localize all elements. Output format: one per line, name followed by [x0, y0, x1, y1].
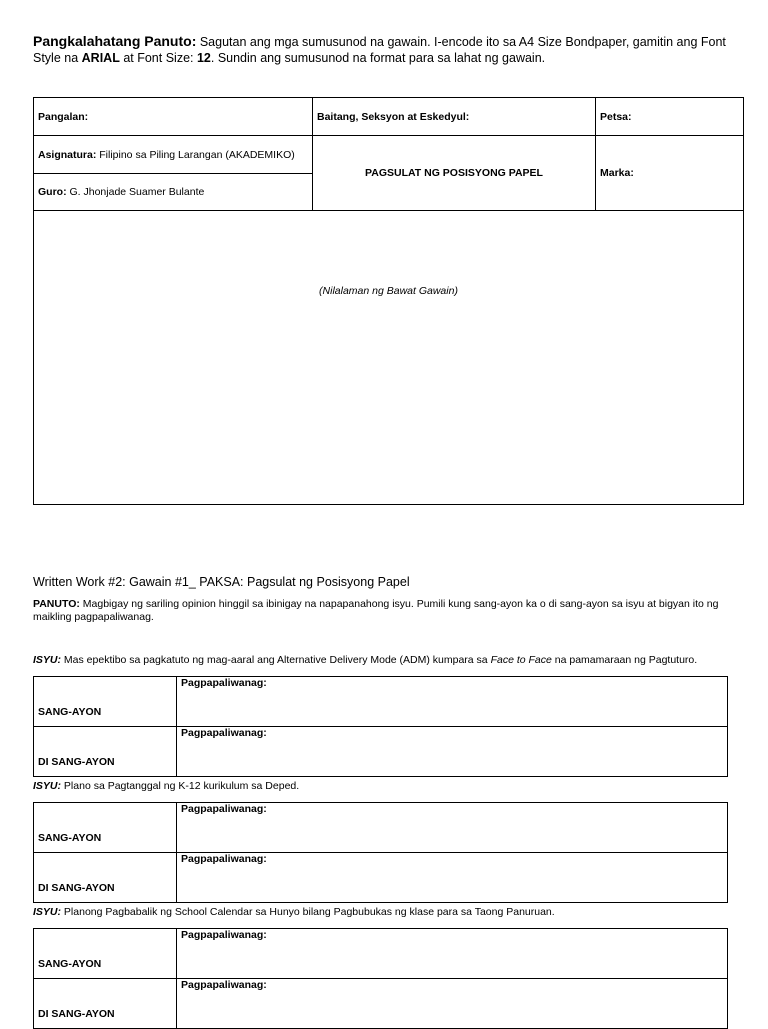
instructions-size: 12: [196, 51, 211, 65]
instructions-lead: Pangkalahatang Panuto:: [33, 33, 197, 49]
disagree-label: DI SANG-AYON: [38, 1008, 115, 1020]
name-cell: [34, 98, 313, 136]
issue-text-after: na pamamaraan ng Pagtuturo.: [551, 654, 698, 666]
agree-explanation-cell[interactable]: [177, 929, 728, 979]
agree-label: SANG-AYON: [38, 958, 102, 970]
subject-cell: [34, 136, 313, 174]
agree-explanation-cell[interactable]: [177, 803, 728, 853]
issue-2-response-table: [33, 802, 728, 903]
teacher-value: G. Jhonjade Suamer Bulante: [66, 186, 205, 198]
issue-2: [33, 780, 299, 793]
agree-cell: [34, 929, 177, 979]
explanation-label: Pagpapaliwanag:: [181, 929, 267, 941]
content-placeholder: (Nilalaman ng Bawat Gawain): [319, 285, 458, 297]
score-cell: [596, 136, 744, 211]
issue-label: ISYU:: [33, 906, 62, 918]
date-cell: [596, 98, 744, 136]
teacher-cell: [34, 174, 313, 211]
agree-cell: [34, 677, 177, 727]
subject-label: Asignatura:: [38, 148, 97, 161]
issue-text: Plano sa Pagtanggal ng K-12 kurikulum sa Deped.: [61, 780, 300, 792]
agree-label: SANG-AYON: [38, 706, 102, 718]
instructions-text-3: . Sundin ang sumusunod na format para sa lahat ng gawain.: [210, 51, 546, 65]
written-work-title: Written Work #2: Gawain #1_ PAKSA: Pagsulat ng Posisyong Papel: [33, 575, 410, 589]
grade-section-cell: [313, 98, 596, 136]
issue-text-italic: Face to Face: [490, 654, 552, 666]
header-table: [33, 97, 744, 211]
panuto: [33, 598, 738, 624]
issue-1: [33, 654, 697, 667]
explanation-label: Pagpapaliwanag:: [181, 853, 267, 865]
general-instructions: [33, 33, 733, 66]
explanation-label: Pagpapaliwanag:: [181, 727, 267, 739]
activity-title-cell: [313, 136, 596, 211]
issue-3: [33, 906, 555, 919]
issue-label: ISYU:: [33, 654, 62, 666]
disagree-cell: [34, 853, 177, 903]
panuto-label: PANUTO:: [33, 598, 80, 610]
issue-1-response-table: [33, 676, 728, 777]
issue-3-response-table: [33, 928, 728, 1029]
agree-cell: [34, 803, 177, 853]
disagree-cell: [34, 979, 177, 1029]
agree-explanation-cell[interactable]: [177, 677, 728, 727]
agree-label: SANG-AYON: [38, 832, 102, 844]
instructions-text-2: at Font Size:: [119, 51, 197, 65]
score-label: Marka:: [600, 167, 634, 179]
instructions-text-1: Sagutan ang mga sumusunod na gawain. I-encode ito sa A4 Size Bondpaper, gamitin ang Font Style na: [33, 35, 726, 65]
grade-section-label: Baitang, Seksyon at Eskedyul:: [317, 110, 470, 123]
disagree-label: DI SANG-AYON: [38, 756, 115, 768]
explanation-label: Pagpapaliwanag:: [181, 979, 267, 991]
disagree-label: DI SANG-AYON: [38, 882, 115, 894]
panuto-text: Magbigay ng sariling opinion hinggil sa ibinigay na napapanahong isyu. Pumili kung sang-ayon ka o di sang-ayon sa isyu at bigyan ito ng maikling pagpapaliwanag.: [33, 598, 719, 623]
subject-value: Filipino sa Piling Larangan (AKADEMIKO): [96, 148, 295, 161]
explanation-label: Pagpapaliwanag:: [181, 677, 267, 689]
disagree-explanation-cell[interactable]: [177, 727, 728, 777]
date-label: Petsa:: [600, 110, 632, 123]
name-label: Pangalan:: [38, 110, 89, 123]
issue-text: Mas epektibo sa pagkatuto ng mag-aaral ang Alternative Delivery Mode (ADM) kumpara sa: [61, 654, 491, 666]
issue-label: ISYU:: [33, 780, 62, 792]
disagree-explanation-cell[interactable]: [177, 853, 728, 903]
teacher-label: Guro:: [38, 186, 67, 198]
activity-title: PAGSULAT NG POSISYONG PAPEL: [365, 167, 543, 179]
disagree-cell: [34, 727, 177, 777]
issue-text: Planong Pagbabalik ng School Calendar sa Hunyo bilang Pagbubukas ng klase para sa Taong Panuruan.: [61, 906, 555, 918]
disagree-explanation-cell[interactable]: [177, 979, 728, 1029]
explanation-label: Pagpapaliwanag:: [181, 803, 267, 815]
instructions-font: ARIAL: [81, 51, 120, 65]
content-box: [33, 211, 744, 505]
